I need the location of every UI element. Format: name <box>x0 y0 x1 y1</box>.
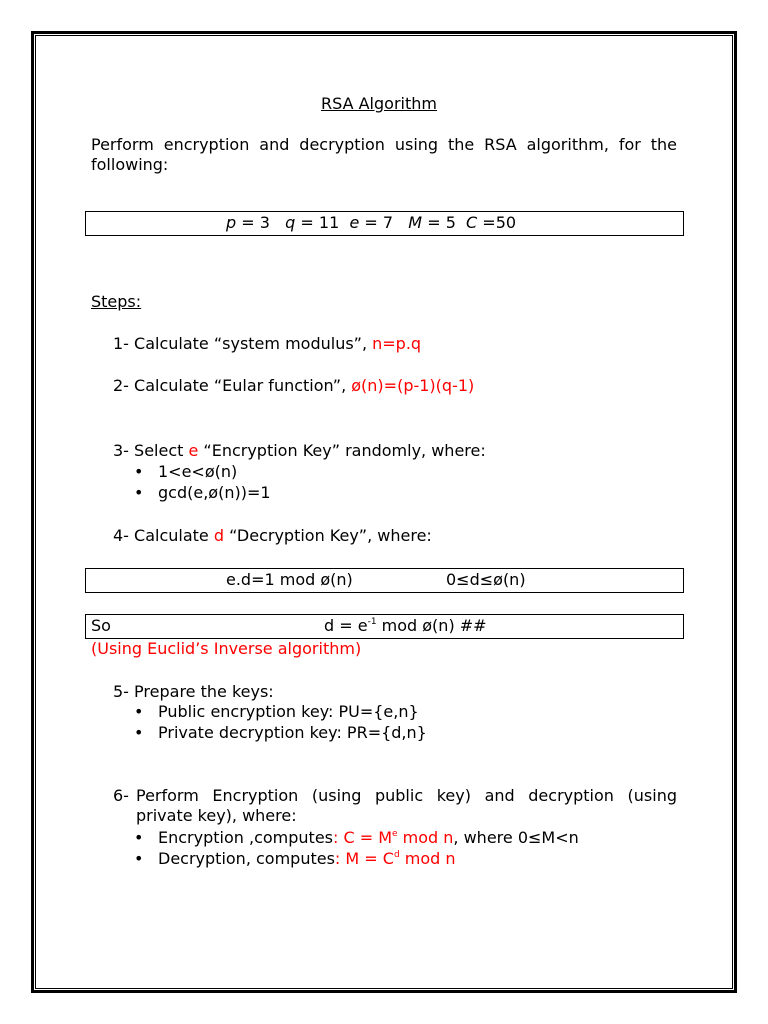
bullet-icon: • <box>134 849 144 868</box>
bullet-icon: • <box>134 828 144 847</box>
given-values: p = 3 q = 11 e = 7 M = 5 C =50 <box>226 213 517 232</box>
step-6-text: Perform Encryption (using public key) and decryption (using private key), where: <box>136 786 677 825</box>
step-5: 5- Prepare the keys: <box>113 682 274 701</box>
inverse-box <box>85 614 684 639</box>
step-5-bullet-1: • Public encryption key: PU={e,n} <box>134 702 419 721</box>
step-1: 1- Calculate “system modulus”, n=p.q <box>113 334 422 353</box>
var-c: C <box>466 213 478 232</box>
condition-equation: e.d=1 mod ø(n) <box>226 570 353 589</box>
step-6-number: 6- <box>113 786 129 805</box>
steps-heading: Steps: <box>91 292 142 311</box>
step-3-var: e <box>188 441 199 460</box>
so-label: So <box>91 616 111 635</box>
bullet-icon: • <box>134 462 144 481</box>
var-q: q <box>285 213 296 232</box>
inverse-formula: $d = e^{-1}$ mod ø(n) ## <box>324 616 487 635</box>
step-1-formula: n=p.q <box>372 334 422 353</box>
step-3: 3- Select e “Encryption Key” randomly, where: <box>113 441 486 460</box>
bullet-icon: • <box>134 702 144 721</box>
intro-paragraph: Perform encryption and decryption using the RSA algorithm, for the following: <box>91 135 677 174</box>
step-3-bullet-2: • gcd(e,ø(n))=1 <box>134 483 271 502</box>
var-p: p <box>226 213 237 232</box>
condition-box <box>85 568 684 593</box>
step-5-bullet-2: • Private decryption key: PR={d,n} <box>134 723 427 742</box>
euclid-note: (Using Euclid’s Inverse algorithm) <box>91 639 362 658</box>
step-4-var: d <box>213 526 225 545</box>
condition-range: 0≤d≤ø(n) <box>446 570 526 589</box>
bullet-icon: • <box>134 723 144 742</box>
document-title: RSA Algorithm <box>321 94 437 113</box>
bullet-icon: • <box>134 483 144 502</box>
step-2: 2- Calculate “Eular function”, ø(n)=(p-1)(q-1) <box>113 376 475 395</box>
step-6-bullet-decryption: • Decryption, computes: $M = C^d$ mod n <box>134 849 456 868</box>
step-4: 4- Calculate d “Decryption Key”, where: <box>113 526 432 545</box>
var-e: e <box>349 213 360 232</box>
given-values-box <box>85 211 684 236</box>
step-6-bullet-encryption: • Encryption ,computes: $C = M^e$ mod n, where 0≤M<n <box>134 828 579 847</box>
step-2-formula: ø(n)=(p-1)(q-1) <box>351 376 475 395</box>
step-3-bullet-1: • 1<e<ø(n) <box>134 462 238 481</box>
var-m: M <box>408 213 423 232</box>
